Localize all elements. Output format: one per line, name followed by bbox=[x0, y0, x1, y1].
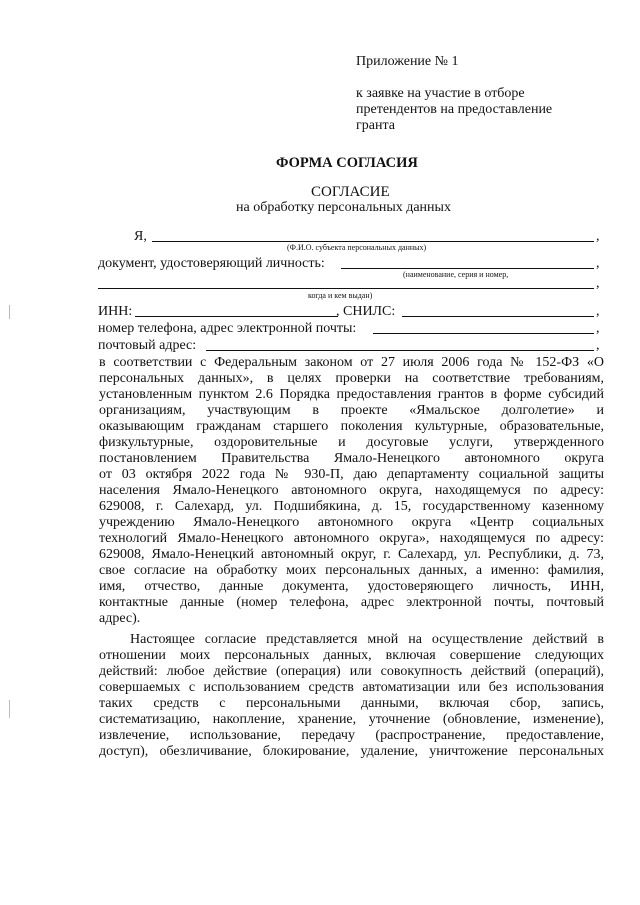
paragraph-1-line: учреждению Ямало-Ненецкого автономного округа «Центр социальных bbox=[99, 515, 604, 530]
paragraph-1-line: населения Ямало-Ненецкого автономного округа, находящемуся по адресу: bbox=[99, 483, 604, 498]
paragraph-1-line: постановлением Правительства Ямало-Ненецкого автономного округа bbox=[99, 451, 604, 466]
snils-line[interactable] bbox=[402, 316, 594, 317]
paragraph-1-line: установленным пунктом 2.6 Порядка предоставления грантов в форме субсидий bbox=[99, 387, 604, 402]
id-document-hint: (наименование, серия и номер, bbox=[403, 270, 509, 279]
scan-margin-mark bbox=[9, 700, 10, 718]
paragraph-2-line: систематизацию, накопление, хранение, уточнение (обновление, изменение), bbox=[99, 712, 604, 727]
comma: , bbox=[596, 304, 600, 319]
paragraph-1-line: от 03 октября 2022 года № 930-П, даю департаменту социальной защиты bbox=[99, 467, 604, 482]
paragraph-1-line: имя, отчество, данные документа, удостоверяющего личность, ИНН, bbox=[99, 579, 604, 594]
consent-subtitle: на обработку персональных данных bbox=[236, 200, 451, 215]
paragraph-1-line: персональных данных», в целях проверки на соответствие требованиям, bbox=[99, 371, 604, 386]
comma: , bbox=[596, 338, 600, 353]
paragraph-2-line: действий: любое действие (операция) или совокупность действий (операций), bbox=[99, 664, 604, 679]
paragraph-2-line: отношении моих персональных данных, включая совершение следующих bbox=[99, 648, 604, 663]
appendix-label: Приложение № 1 bbox=[356, 54, 459, 69]
paragraph-1-last-line: адрес). bbox=[99, 611, 141, 626]
consent-title: СОГЛАСИЕ bbox=[311, 184, 390, 200]
paragraph-2-line: доступ), обезличивание, блокирование, удаление, уничтожение персональных bbox=[99, 744, 604, 759]
comma: , bbox=[596, 256, 600, 271]
phone-email-label: номер телефона, адрес электронной почты: bbox=[98, 321, 357, 336]
id-document-line-2[interactable] bbox=[98, 288, 594, 289]
form-title: ФОРМА СОГЛАСИЯ bbox=[276, 155, 418, 171]
id-document-line[interactable] bbox=[341, 268, 594, 269]
inn-line[interactable] bbox=[135, 316, 338, 317]
paragraph-1-line: физкультурные, оздоровительные и досуговые услуги, утвержденного bbox=[99, 435, 604, 450]
postal-line[interactable] bbox=[206, 350, 594, 351]
paragraph-1-line: технологий Ямало-Ненецкого автономного округа», находящемуся по адресу: bbox=[99, 531, 604, 546]
paragraph-1-line: организациям, участвующим в проекте «Ямальское долголетие» и bbox=[99, 403, 604, 418]
snils-label: , СНИЛС: bbox=[336, 304, 396, 319]
comma: , bbox=[596, 321, 600, 336]
id-document-hint-2: когда и кем выдан) bbox=[308, 291, 373, 300]
appendix-to-line: гранта bbox=[356, 118, 395, 133]
paragraph-1-line: в соответствии с Федеральным законом от 27 июля 2006 года № 152-ФЗ «О bbox=[99, 355, 604, 370]
paragraph-1-line: свое согласие на обработку моих персональных данных, а именно: фамилия, bbox=[99, 563, 604, 578]
paragraph-2-line: таких средств с персональными данными, включая сбор, запись, bbox=[99, 696, 604, 711]
paragraph-1-line: оказывающим гражданам старшего поколения культурные, образовательные, bbox=[99, 419, 604, 434]
paragraph-2-line: Настоящее согласие представляется мной на осуществление действий в bbox=[130, 632, 604, 647]
scan-margin-mark bbox=[9, 305, 10, 319]
appendix-to-line: к заявке на участие в отборе bbox=[356, 86, 525, 101]
comma: , bbox=[596, 276, 600, 291]
ya-label: Я, bbox=[134, 229, 147, 244]
paragraph-1-line: 629008, Ямало-Ненецкий автономный округ, г. Салехард, ул. Республики, д. 73, bbox=[99, 547, 604, 562]
paragraph-2-line: совершаемых с использованием средств автоматизации или без использования bbox=[99, 680, 604, 695]
paragraph-2-line: извлечение, использование, передачу (распространение, предоставление, bbox=[99, 728, 604, 743]
fio-hint: (Ф.И.О. субъекта персональных данных) bbox=[287, 243, 427, 252]
comma: , bbox=[596, 229, 600, 244]
postal-label: почтовый адрес: bbox=[98, 338, 197, 353]
paragraph-1-line: контактные данные (номер телефона, адрес электронной почты, почтовый bbox=[99, 595, 604, 610]
paragraph-1-line: 629008, г. Салехард, ул. Подшибякина, д. 15, государственному казенному bbox=[99, 499, 604, 514]
appendix-to-line: претендентов на предоставление bbox=[356, 102, 553, 117]
inn-label: ИНН: bbox=[98, 304, 133, 319]
id-document-label: документ, удостоверяющий личность: bbox=[98, 256, 325, 271]
phone-email-line[interactable] bbox=[373, 333, 594, 334]
fio-line[interactable] bbox=[152, 241, 594, 242]
